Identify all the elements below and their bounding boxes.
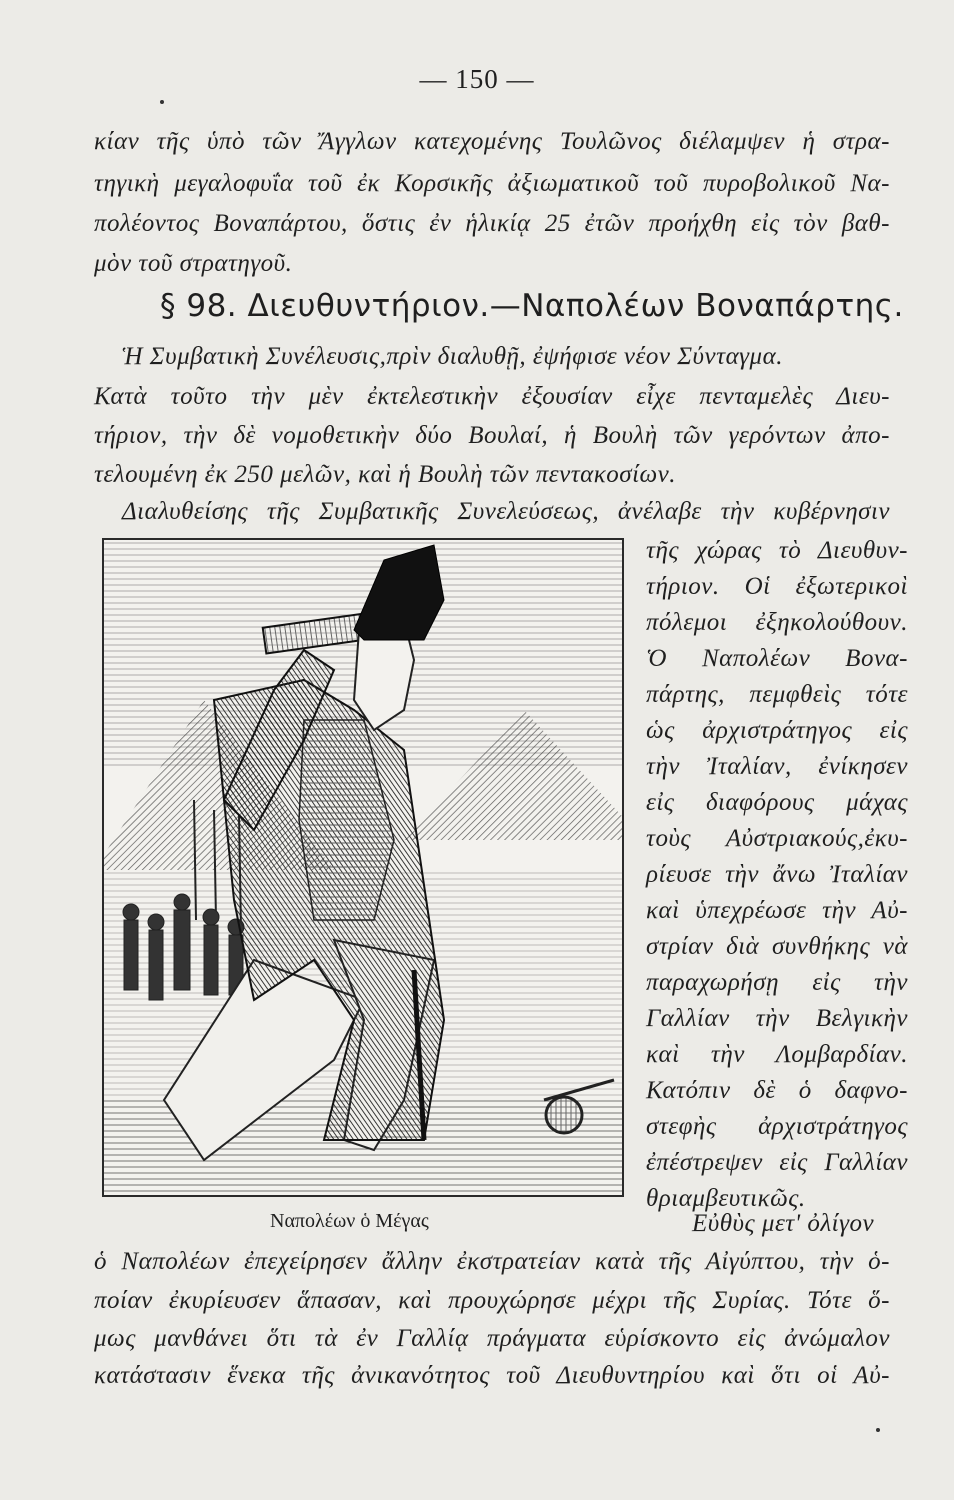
text-line: κίαν τῆς ὑπὸ τῶν Ἄγγλων κατεχομένης Τουλῶνος διέλαμψεν ἡ στρα-: [94, 128, 890, 155]
text-line: παραχωρήσῃ εἰς τὴν: [646, 969, 908, 996]
text-line: ρίευσε τὴν ἄνω Ἰταλίαν: [646, 861, 908, 888]
text-line: καὶ τὴν Λομβαρδίαν.: [646, 1041, 908, 1068]
text-line: τὴν Ἰταλίαν, ἐνίκησεν: [646, 753, 908, 780]
engraving-illustration: [104, 540, 622, 1195]
text-line: Εὐθὺς μετ' ὀλίγον: [692, 1210, 875, 1237]
text-line: ὡς ἀρχιστράτηγος εἰς: [646, 717, 908, 744]
text-line: Ὁ Ναπολέων Βονα-: [646, 645, 908, 672]
text-line: τήριον, τὴν δὲ νομοθετικὴν δύο Βουλαί, ἡ Βουλὴ τῶν γερόντων ἀπο-: [94, 422, 890, 449]
text-line: μως μανθάνει ὅτι τὰ ἐν Γαλλίᾳ πράγματα εὑρίσκοντο εἰς ἀνώμαλον: [94, 1325, 890, 1352]
text-line: Γαλλίαν τὴν Βελγικὴν: [646, 1005, 908, 1032]
text-line: τῆς χώρας τὸ Διευθυν-: [646, 537, 908, 564]
page-number: — 150 —: [419, 64, 535, 94]
ink-speck: [876, 1428, 880, 1432]
text-line: τοὺς Αὐστριακούς,ἐκυ-: [646, 825, 908, 852]
text-line: τελουμένη ἐκ 250 μελῶν, καὶ ἡ Βουλὴ τῶν πεντακοσίων.: [94, 461, 677, 488]
text-line: τηγικὴ μεγαλοφυΐα τοῦ ἐκ Κορσικῆς ἀξιωματικοῦ τοῦ πυροβολικοῦ Να-: [94, 170, 890, 197]
text-line: Ἡ Συμβατικὴ Συνέλευσις,πρὶν διαλυθῇ, ἐψήφισε νέον Σύνταγμα.: [122, 343, 783, 370]
text-line: Κατὰ τοῦτο τὴν μὲν ἐκτελεστικὴν ἐξουσίαν εἶχε πενταμελὲς Διευ-: [94, 383, 890, 410]
text-line: εἰς διαφόρους μάχας: [646, 789, 908, 816]
text-line: πολέοντος Βοναπάρτου, ὅστις ἐν ἡλικίᾳ 25 ἐτῶν προήχθη εἰς τὸν βαθ-: [94, 210, 890, 237]
text-line: ποίαν ἐκυρίευσεν ἅπασαν, καὶ προυχώρησε μέχρι τῆς Συρίας. Τότε ὅ-: [94, 1287, 890, 1314]
text-line: Κατόπιν δὲ ὁ δαφνο-: [646, 1077, 908, 1104]
text-line: μὸν τοῦ στρατηγοῦ.: [94, 250, 293, 277]
text-line: ὁ Ναπολέων ἐπεχείρησεν ἄλλην ἐκστρατείαν κατὰ τῆς Αἰγύπτου, τὴν ὁ-: [94, 1248, 890, 1275]
text-line: ἐπέστρεψεν εἰς Γαλλίαν: [646, 1149, 908, 1176]
figure-caption: Ναπολέων ὁ Μέγας: [270, 1210, 429, 1232]
text-line: καὶ ὑπεχρέωσε τὴν Αὐ-: [646, 897, 908, 924]
text-line: πόλεμοι ἐξηκολούθουν.: [646, 609, 908, 636]
section-heading: § 98. Διευθυντήριον.—Ναπολέων Βοναπάρτης.: [160, 288, 904, 324]
napoleon-engraving: [102, 538, 624, 1197]
text-line: τήριον. Οἱ ἐξωτερικοὶ: [646, 573, 908, 600]
text-line: πάρτης, πεμφθεὶς τότε: [646, 681, 908, 708]
text-line: στρίαν διὰ συνθήκης νὰ: [646, 933, 908, 960]
text-line: κατάστασιν ἕνεκα τῆς ἀνικανότητος τοῦ Διευθυντηρίου καὶ ὅτι οἱ Αὐ-: [94, 1362, 890, 1389]
text-line: στεφὴς ἀρχιστράτηγος: [646, 1113, 908, 1140]
text-line: Διαλυθείσης τῆς Συμβατικῆς Συνελεύσεως, ἀνέλαβε τὴν κυβέρνησιν: [122, 498, 890, 525]
text-line: θριαμβευτικῶς.: [646, 1185, 806, 1212]
ink-speck: [160, 100, 164, 104]
